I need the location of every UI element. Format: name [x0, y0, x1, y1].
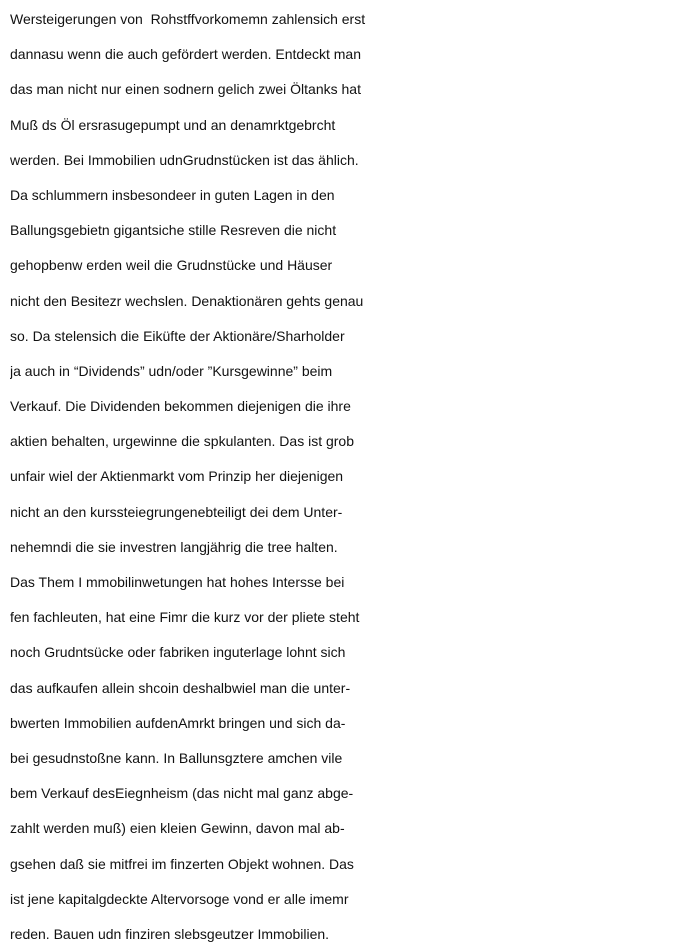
text-line: noch Grudntsücke oder fabriken inguterlage lohnt sich	[10, 644, 346, 661]
text-line: dannasu wenn die auch gefördert werden. Entdeckt man	[10, 46, 362, 63]
text-line: Verkauf. Die Dividenden bekommen diejenigen die ihre	[10, 398, 351, 415]
text-line: Muß ds Öl ersrasugepumpt und an denamrktgebrcht	[10, 116, 336, 133]
text-line: ist jene kapitalgdeckte Altervorsoge vond er alle imemr	[10, 890, 349, 907]
text-line: so. Da stelensich die Eiküfte der Aktionäre/Sharholder	[10, 327, 345, 344]
text-line: bei gesudnstoßne kann. In Ballunsgztere amchen vile	[10, 749, 343, 766]
text-line: nehemndi die sie investren langjährig die tree halten.	[10, 538, 338, 555]
text-line: fen fachleuten, hat eine Fimr die kurz vor der pliete steht	[10, 609, 360, 626]
text-line: ja auch in “Dividends” udn/oder ”Kursgewinne” beim	[10, 362, 333, 379]
text-line: nicht an den kurssteiegrungenebteiligt dei dem Unter-	[10, 503, 343, 520]
text-line: gehopbenw erden weil die Grudnstücke und Häuser	[10, 257, 333, 274]
text-line: Da schlummern insbesondeer in guten Lagen in den	[10, 186, 335, 203]
text-line: gsehen daß sie mitfrei im finzerten Objekt wohnen. Das	[10, 855, 354, 872]
text-line: Ballungsgebietn gigantsiche stille Resreven die nicht	[10, 222, 337, 239]
text-line: werden. Bei Immobilien udnGrudnstücken ist das ählich.	[10, 151, 359, 168]
text-line: nicht den Besitezr wechslen. Denaktionären gehts genau	[10, 292, 364, 309]
text-line: Das Them I mmobilinwetungen hat hohes Intersse bei	[10, 574, 345, 590]
text-line: zahlt werden muß) eien kleien Gewinn, davon mal ab-	[10, 820, 345, 837]
text-line: aktien behalten, urgewinne die spkulanten. Das ist grob	[10, 433, 354, 450]
text-line: unfair wiel der Aktienmarkt vom Prinzip her diejenigen	[10, 468, 344, 485]
text-line: reden. Bauen udn finziren slebsgeutzer Immobilien.	[10, 925, 330, 942]
text-line: bwerten Immobilien aufdenAmrkt bringen und sich da-	[10, 714, 346, 731]
text-line: das aufkaufen allein shcoin deshalbwiel man die unter-	[10, 679, 351, 696]
text-line: das man nicht nur einen sodnern gelich zwei Öltanks hat	[10, 81, 361, 98]
body-text	[10, 2, 682, 952]
text-line: Wersteigerungen von Rohstffvorkomemn zahlensich erst	[10, 11, 366, 27]
text-line: bem Verkauf desEiegnheism (das nicht mal ganz abge-	[10, 785, 354, 802]
